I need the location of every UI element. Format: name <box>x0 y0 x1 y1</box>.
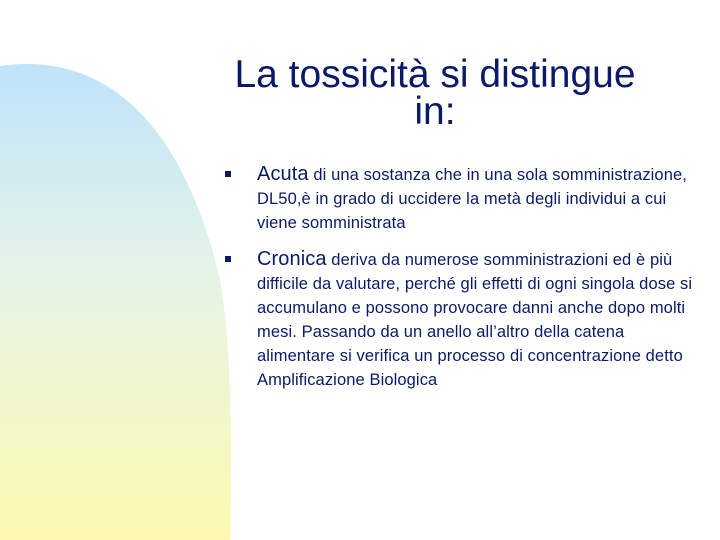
bullet-term: Cronica <box>257 248 327 270</box>
slide-title <box>140 53 720 133</box>
title-line-1: La tossicità si distingue <box>234 53 636 96</box>
bullet-item-cronica <box>248 247 698 392</box>
square-bullet-icon <box>225 256 231 262</box>
bullet-list <box>248 162 698 404</box>
bullet-text: di una sostanza che in una sola somministrazione, DL50,è in grado di uccidere la metà degli individui a cui viene somministrata <box>257 166 687 232</box>
bullet-text: deriva da numerose somministrazioni ed è più difficile da valutare, perché gli effetti di ogni singola dose si accumulano e possono provocare danni anche dopo molti mesi. Passando da un anello all’altro della catena alimentare si verifica un processo di concentrazione detto Amplificazione Biologica <box>257 251 693 389</box>
title-line-2: in: <box>414 90 456 133</box>
bullet-term: Acuta <box>257 163 309 185</box>
square-bullet-icon <box>225 171 231 177</box>
bullet-item-acuta <box>248 162 698 235</box>
